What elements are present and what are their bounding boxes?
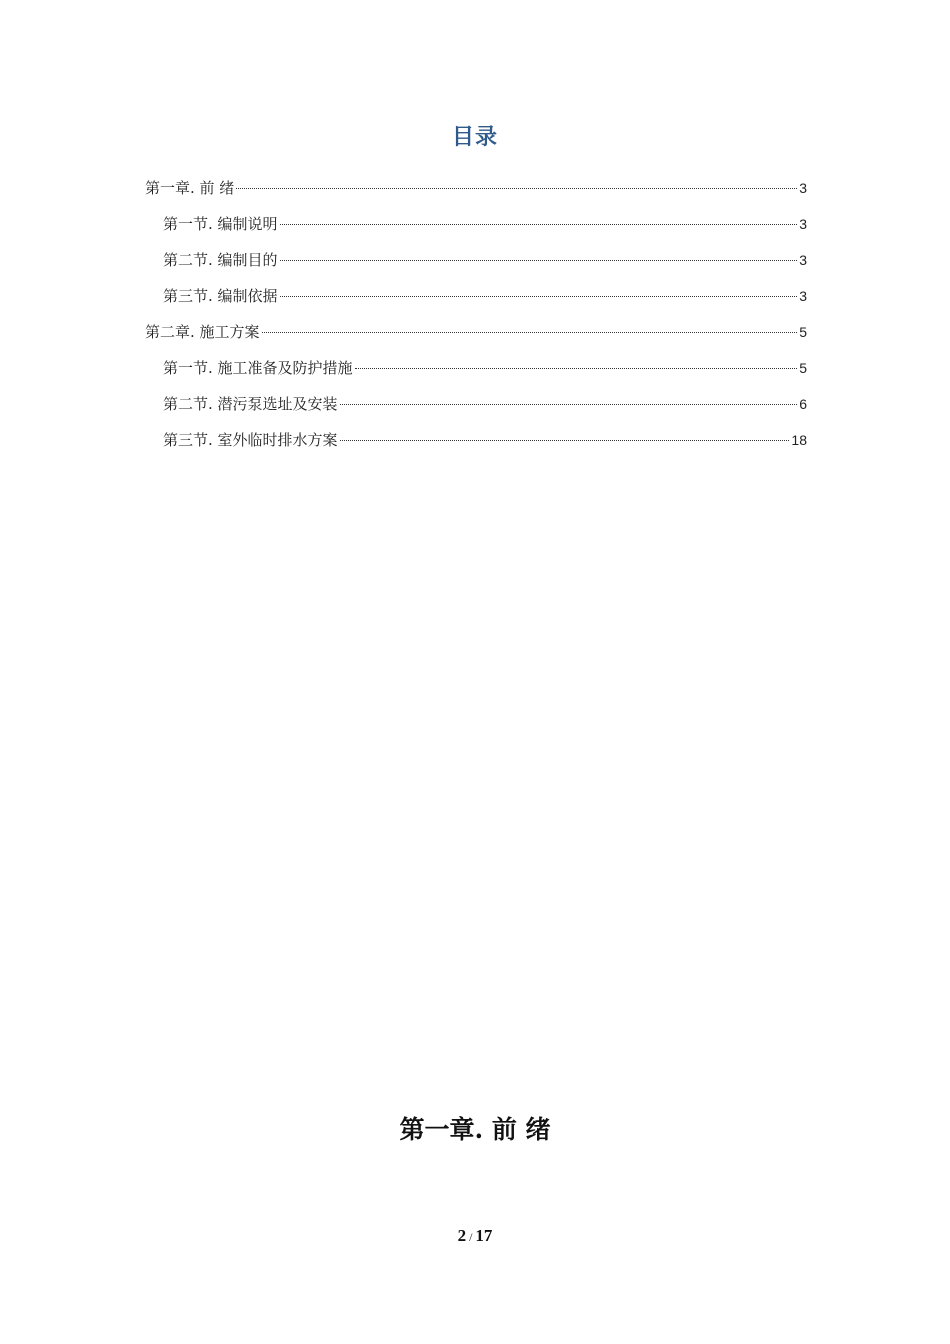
toc-entry-page: 5: [799, 324, 807, 340]
toc-entry-page: 5: [799, 360, 807, 376]
current-page-number: 2: [457, 1226, 467, 1245]
toc-dot-leader: [280, 296, 798, 297]
toc-entry-label: 第二节. 编制目的: [163, 251, 278, 269]
toc-entry-page: 6: [799, 396, 807, 412]
toc-dot-leader: [340, 440, 790, 441]
toc-entry-page: 18: [791, 432, 807, 448]
toc-entry-section-1-1[interactable]: [145, 212, 807, 248]
toc-entry-label: 第三节. 编制依据: [163, 287, 278, 305]
toc-entry-page: 3: [799, 216, 807, 232]
toc-entry-page: 3: [799, 252, 807, 268]
toc-dot-leader: [280, 224, 798, 225]
toc-entry-section-2-1[interactable]: [145, 356, 807, 392]
toc-title: 目录: [451, 125, 498, 150]
toc-dot-leader: [236, 188, 797, 189]
toc-entry-label: 第一章. 前 绪: [145, 179, 235, 197]
toc-dot-leader: [340, 404, 798, 405]
page-number-footer: [0, 1226, 950, 1246]
toc-dot-leader: [355, 368, 798, 369]
toc-entry-section-2-3[interactable]: [145, 428, 807, 464]
toc-entry-label: 第三节. 室外临时排水方案: [163, 431, 338, 449]
toc-entry-label: 第二节. 潜污泵选址及安装: [163, 395, 338, 413]
toc-entry-chapter-1[interactable]: [145, 176, 807, 212]
toc-entry-section-1-2[interactable]: [145, 248, 807, 284]
toc-entry-section-2-2[interactable]: [145, 392, 807, 428]
toc-entry-chapter-2[interactable]: [145, 320, 807, 356]
chapter-heading: 第一章. 前 绪: [399, 1115, 551, 1144]
total-pages-number: 17: [475, 1226, 493, 1245]
page-separator: /: [469, 1230, 473, 1244]
toc-entry-label: 第二章. 施工方案: [145, 323, 260, 341]
toc-entry-page: 3: [799, 180, 807, 196]
toc-dot-leader: [262, 332, 798, 333]
toc-entry-section-1-3[interactable]: [145, 284, 807, 320]
toc-entry-label: 第一节. 编制说明: [163, 215, 278, 233]
table-of-contents: [145, 176, 807, 464]
toc-dot-leader: [280, 260, 798, 261]
toc-entry-page: 3: [799, 288, 807, 304]
toc-entry-label: 第一节. 施工准备及防护措施: [163, 359, 353, 377]
